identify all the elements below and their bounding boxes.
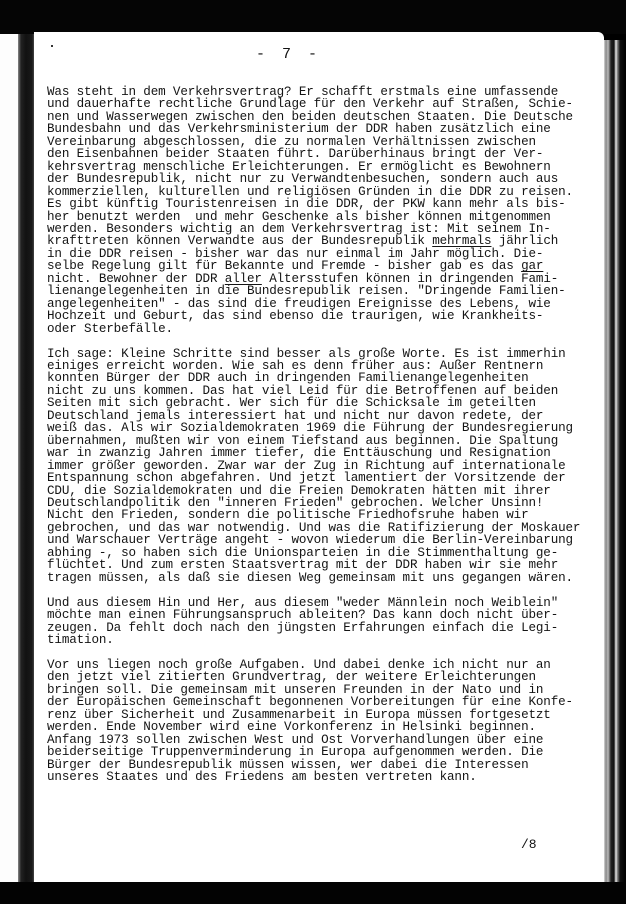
text-line: weiß das. Als wir Sozialdemokraten 1969 die Führung der Bundesregierung — [47, 421, 573, 436]
paragraph-fuehrungsanspruch — [47, 597, 592, 647]
text-line: bringen soll. Die gemeinsam mit unseren Freunden in der Nato und in — [47, 682, 544, 697]
text-line: Bundesbahn und das Verkehrsministerium der DDR haben zusätzlich eine — [47, 122, 551, 137]
text-line: Vereinbarung abgeschlossen, die zu normalen Verhältnissen zwischen — [47, 134, 536, 149]
scan-background-bottom — [0, 882, 626, 904]
page-number: - 7 - — [256, 46, 322, 63]
text-line: den Eisenbahnen beider Staaten führt. Darüberhinaus bringt der Ver- — [47, 147, 544, 162]
continuation-marker: /8 — [521, 837, 537, 852]
paragraph-aufgaben — [47, 659, 592, 784]
text-line: kehrsvertrag menschliche Erleichterungen. Er ermöglicht es Bewohnern — [47, 159, 551, 174]
scan-speck — [51, 45, 53, 47]
text-line: der Bundesrepublik, nicht nur zu Verwandtenbesuchen, sondern auch aus — [47, 172, 559, 187]
text-line: möchte man einen Führungsanspruch ableiten? Das kann doch nicht über- — [47, 608, 559, 623]
text-line: Seiten mit sich gebracht. Wer sich für die Schicksale im geteilten — [47, 396, 536, 411]
binding-shadow — [18, 34, 34, 882]
text-line: Hochzeit und Geburt, das sind ebenso die traurigen, wie Krankheits- — [47, 309, 544, 324]
document-body — [47, 86, 592, 796]
text-line: angelegenheiten" - das sind die freudigen Ereignisse des Lebens, wie — [47, 296, 551, 311]
text-line: werden. Besonders wichtig an dem Verkehrsvertrag ist: Mit seinem In- — [47, 221, 551, 236]
text-line: werden. Ende November wird eine Vorkonferenz in Helsinki beginnen. — [47, 720, 536, 735]
text-line: kommerziellen, kulturellen und religiösen Gründen in die DDR zu reisen. — [47, 184, 573, 199]
text-line: gebrochen, und das war notwendig. Und was die Ratifizierung der Moskauer — [47, 520, 581, 535]
text-line: beiderseitige Truppenverminderung in Europa aufgenommen werden. Die — [47, 745, 544, 760]
text-line: in die DDR reisen - bisher war das nur einmal im Jahr möglich. Die- — [47, 246, 544, 261]
text-line: nen und Wasserwegen zwischen den beiden deutschen Staaten. Die Deutsche — [47, 109, 573, 124]
underlined-word: gar — [521, 259, 544, 274]
paragraph-verkehrsvertrag — [47, 86, 592, 335]
previous-page-edge — [0, 34, 18, 882]
text-line: renz über Sicherheit und Zusammenarbeit in Europa müssen fortgesetzt — [47, 707, 551, 722]
scan-background-top — [0, 0, 626, 34]
text-line: und Warschauer Verträge angeht - wovon wiederum die Berlin-Vereinbarung — [47, 533, 573, 548]
text-line: Und aus diesem Hin und Her, aus diesem "weder Männlein noch Weiblein" — [47, 595, 559, 610]
text-line: unseres Staates und des Friedens am besten vertreten kann. — [47, 770, 477, 785]
text-line: nicht zu uns kommen. Das hat viel Leid für die Betroffenen auf beiden — [47, 383, 559, 398]
text-line: den jetzt viel zitierten Grundvertrag, der weitere Erleichterungen — [47, 670, 536, 685]
text-line: Nicht den Frieden, sondern die politische Friedhofsruhe haben wir — [47, 508, 529, 523]
text-line: Entspannung schon abgefahren. Und jetzt lamentiert der Vorsitzende der — [47, 471, 566, 486]
text-line: lienangelegenheiten in die Bundesrepublik reisen. "Dringende Familien- — [47, 284, 566, 299]
text-line: Anfang 1973 sollen zwischen West und Ost Vorverhandlungen über eine — [47, 732, 544, 747]
text-line: CDU, die Sozialdemokraten und die Freien Demokraten hätten mit ihrer — [47, 483, 551, 498]
text-line: her benutzt werden und mehr Geschenke als bisher können mitgenommen — [47, 209, 551, 224]
text-line: timation. — [47, 633, 114, 648]
text-line: tragen müssen, als daß sie diesen Weg gemeinsam mit uns gegangen wären. — [47, 570, 573, 585]
text-line: war in zwanzig Jahren immer tiefer, die Enttäuschung und Resignation — [47, 446, 551, 461]
text-line: selbe Regelung gilt für Bekannte und Fremde - bisher gab es das gar — [47, 259, 544, 274]
text-line: Vor uns liegen noch große Aufgaben. Und dabei denke ich nicht nur an — [47, 657, 551, 672]
text-line: oder Sterbefälle. — [47, 321, 173, 336]
text-line: einiges erreicht worden. Wie sah es denn früher aus: Außer Rentnern — [47, 359, 544, 374]
text-line: Es gibt künftig Touristenreisen in die DDR, der PKW kann mehr als bis- — [47, 197, 566, 212]
text-line: immer größer geworden. Zwar war der Zug in Richtung auf internationale — [47, 458, 566, 473]
paragraph-kleine-schritte — [47, 348, 592, 585]
text-line: Bürger der Bundesrepublik müssen wissen, wer dabei die Interessen — [47, 757, 529, 772]
text-line: Was steht in dem Verkehrsvertrag? Er schafft erstmals eine umfassende — [47, 85, 559, 99]
underlined-word: mehrmals — [432, 234, 492, 249]
text-line: Deutschland jemals interessiert hat und nicht nur davon redete, der — [47, 408, 544, 423]
text-line: Deutschlandpolitik den "inneren Frieden" gebrochen. Welcher Unsinn! — [47, 496, 544, 510]
text-line: konnten Bürger der DDR auch in dringenden Familienangelegenheiten — [47, 371, 529, 386]
text-line: der Europäischen Gemeinschaft begonnenen Vorbereitungen für eine Konfe- — [47, 695, 573, 710]
text-line: übernahmen, mußten wir von einem Tiefstand aus beginnen. Die Spaltung — [47, 433, 559, 448]
document-page — [34, 32, 604, 882]
text-line: zeugen. Da fehlt doch nach den jüngsten Erfahrungen einfach die Legi- — [47, 620, 559, 635]
text-line: nicht. Bewohner der DDR aller Altersstufen können in dringenden Fami- — [47, 271, 559, 286]
page-edge-right — [604, 40, 626, 882]
text-line: krafttreten können Verwandte aus der Bundesrepublik mehrmals jährlich — [47, 234, 559, 249]
text-line: flüchtet. Und zum ersten Staatsvertrag mit der DDR haben wir sie mehr — [47, 558, 559, 573]
underlined-word: aller — [224, 271, 262, 286]
text-line: und dauerhafte rechtliche Grundlage für den Verkehr auf Straßen, Schie- — [47, 97, 573, 112]
text-line: abhing -, so haben sich die Unionsparteien in die Stimmenthaltung ge- — [47, 545, 559, 560]
text-line: Ich sage: Kleine Schritte sind besser als große Worte. Es ist immerhin — [47, 346, 566, 361]
